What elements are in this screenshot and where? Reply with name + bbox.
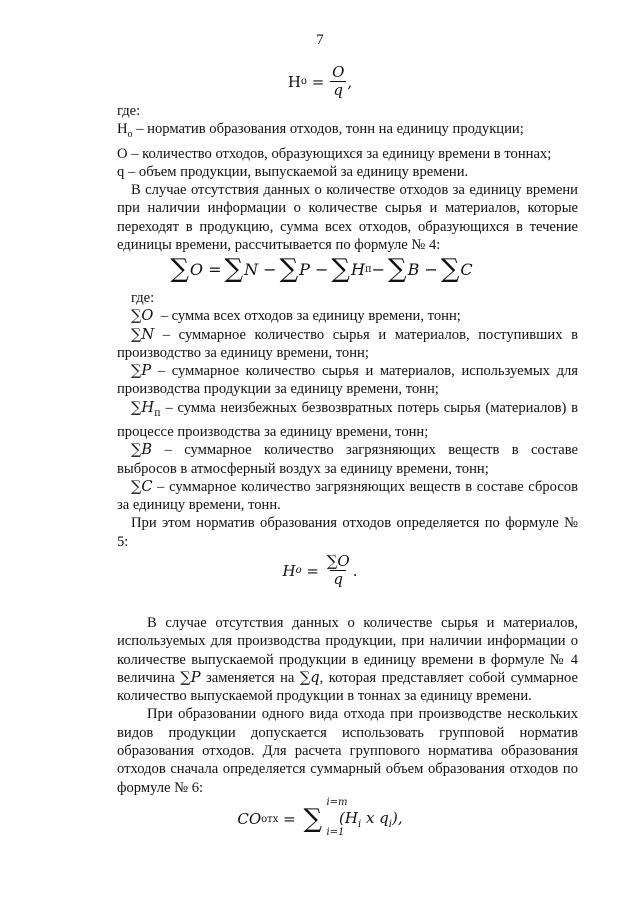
sigma-symbol: ∑ [303,804,323,834]
paragraph: В случае отсутствия данных о количестве отходов за единицу времени при наличии информации о количестве сырья и материалов, которые переходят в продукцию, сумма всех отходов, образующихся в течение единицы времени, рассчитывается по формуле № 4: [117,182,578,253]
text-block-1 [117,102,578,254]
page-number: 7 [316,32,324,48]
formula-equals: = [301,561,324,580]
formula-denominator: q [330,81,346,99]
definition-line: $\sum H_п$ – сумма неизбежных безвозвратных потерь сырья (материалов) в процессе производства за единицу времени, тонн; [117,398,578,440]
where-label: где: [117,103,141,119]
summation-body: ($H_i$ x $q_i$), [339,808,403,830]
paragraph: При образовании одного вида отхода при производстве нескольких видов продукции допускается использовать групповой норматив образования отходов. Для расчета группового норматива образования отходов сначала определяется суммарный объем образования отходов по формуле № 6: [117,706,578,796]
text-block-3 [117,614,578,797]
formula-lhs-sub: o [295,565,302,577]
formula-lhs: H [282,561,296,580]
formula-lhs: Н [287,72,301,91]
definition-line: ∑B – суммарное количество загрязняющих веществ в составе выбросов в атмосферный воздух за единицу времени, тонн; [117,441,578,477]
formula-numerator: O [332,63,345,81]
formula-fraction [324,553,353,589]
paragraph: При этом норматив образования отходов определяется по формуле № 5: [117,515,578,550]
formula-numerator: ∑O [326,552,350,570]
formula-tail: , [347,72,353,91]
formula-lhs-sub: о [300,76,307,88]
formula-fraction [329,64,347,100]
formula-lhs-sub: отх [261,813,279,825]
summation [300,797,348,838]
formula-group-waste [0,797,640,838]
formula-denominator: q [330,570,346,588]
formula-tail: . [352,561,358,580]
formula-normative-sum [0,553,640,589]
formula-sum-waste: ∑ O = ∑ N − ∑ P − ∑ H п − ∑ B − ∑ C [170,254,473,284]
definition-line: q – объем продукции, выпускаемой за единицу времени. [117,163,469,180]
sum-upper-limit: i=m [326,797,348,808]
definition-line: ∑N – суммарное количество сырья и материалов, поступивших в производство за единицу времени, тонн; [117,325,578,361]
text-block-2 [117,289,578,551]
formula-equals: = [306,72,330,91]
where-label: где: [131,290,155,306]
definition-line: ∑P – суммарное количество сырья и материалов, используемых для производства продукции за единицу времени, тонн; [117,362,578,398]
paragraph: В случае отсутствия данных о количестве сырья и материалов, используемых для производства продукции, при наличии информации о количестве выпускаемой продукции в единицу времени в формуле № 4 величина ∑P заменяется на ∑q, которая представляет собой суммарное количество выпускаемой продукции в тоннах за единицу времени. [117,615,578,705]
definition-line: ∑C – суммарное количество загрязняющих веществ в составе сбросов за единицу времени, тонн. [117,477,578,514]
definition-line: О – количество отходов, образующихся за единицу времени в тоннах; [117,145,552,162]
sum-lower-limit: i=1 [326,827,345,838]
formula-lhs: CO [237,810,262,828]
definition-line: $Н_о$ – норматив образования отходов, тонн на единицу продукции; [117,121,524,141]
definition-line: ∑O – сумма всех отходов за единицу времени, тонн; [131,307,461,325]
formula-equals: = [278,810,301,828]
formula-normative [0,64,640,100]
